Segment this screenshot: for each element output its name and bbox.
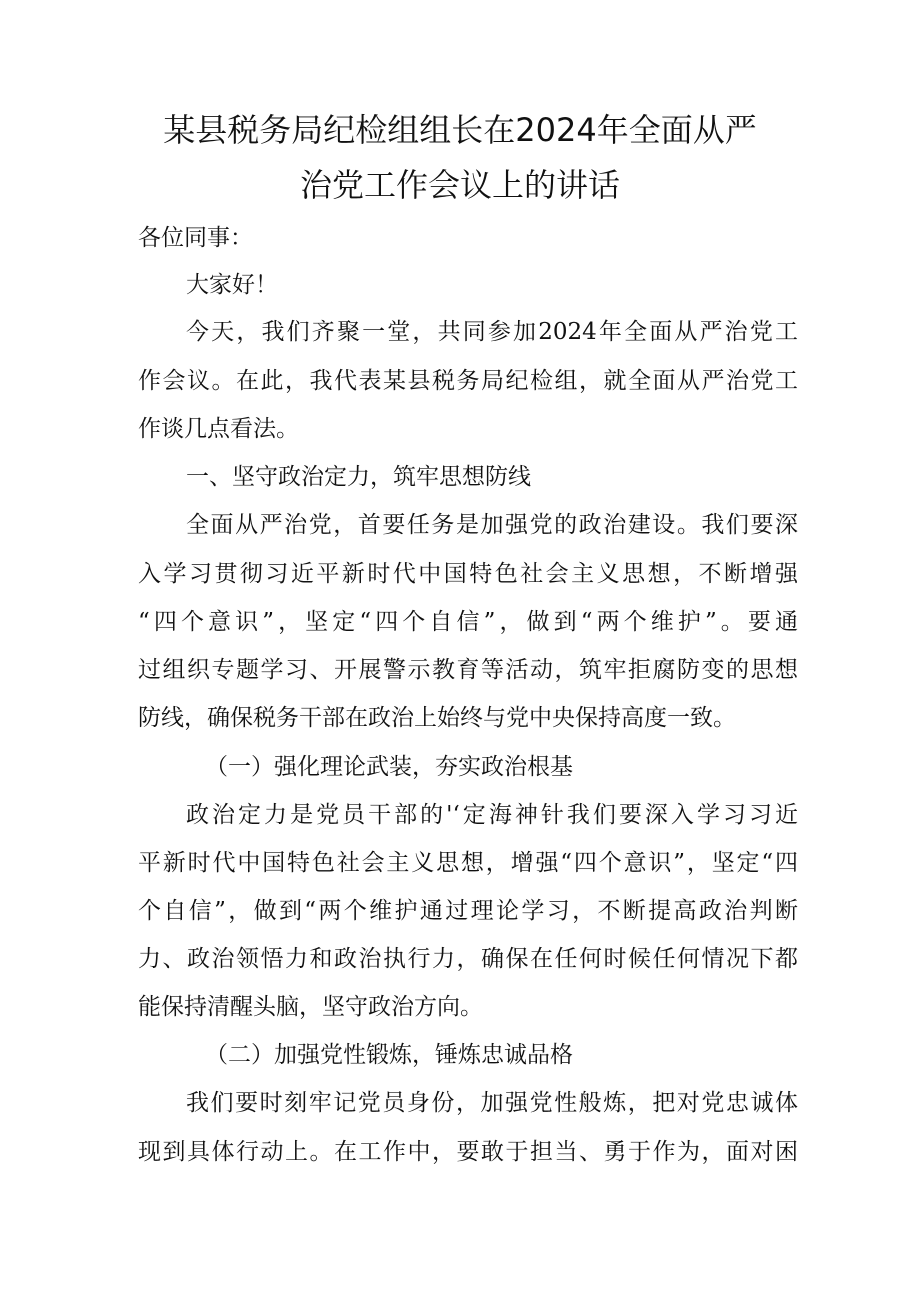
- paragraph-line: 作会议。在此，我代表某县税务局纪检组，就全面从严治党工: [138, 368, 798, 394]
- paragraph-line: 个自信”，做到“两个维护通过理论学习，不断提高政治判断: [138, 898, 798, 924]
- subsection-heading-1: （一）强化理论武装，夯实政治根基: [205, 754, 573, 780]
- paragraph-line: 入学习贯彻习近平新时代中国特色社会主义思想，不断增强: [138, 561, 798, 587]
- paragraph-line: 现到具体行动上。在工作中，要敢于担当、勇于作为，面对困: [138, 1139, 798, 1165]
- paragraph-line: 能保持清醒头脑，坚守政治方向。: [138, 994, 483, 1020]
- greeting: 大家好！: [186, 272, 278, 298]
- paragraph-line: 政治定力是党员干部的'‘定海神针我们要深入学习习近: [186, 802, 798, 828]
- paragraph-line: 防线，确保税务干部在政治上始终与党中央保持高度一致。: [138, 705, 736, 731]
- paragraph-line: 力、政治领悟力和政治执行力，确保在任何时候任何情况下都: [138, 946, 798, 972]
- document-title-line-2: 治党工作会议上的讲话: [299, 166, 620, 204]
- paragraph-line: 作谈几点看法。: [138, 416, 299, 442]
- section-heading-1: 一、坚守政治定力，筑牢思想防线: [186, 464, 531, 490]
- paragraph-line: 过组织专题学习、开展警示教育等活动，筑牢拒腐防变的思想: [138, 657, 798, 683]
- document-title-line-1: 某县税务局纪检组组长在2024年全面从严: [163, 111, 757, 149]
- salutation: 各位同事：: [138, 225, 253, 251]
- subsection-heading-2: （二）加强党性锻炼，锤炼忠诚品格: [205, 1042, 573, 1068]
- paragraph-line: 我们要时刻牢记党员身份，加强党性般炼，把对党忠诚体: [186, 1090, 798, 1116]
- paragraph-line: 平新时代中国特色社会主义思想，增强“四个意识”，坚定“四: [138, 850, 798, 876]
- paragraph-line: 今天，我们齐聚一堂，共同参加2024年全面从严治党工: [186, 319, 798, 345]
- paragraph-line: 全面从严治党，首要任务是加强党的政治建设。我们要深: [186, 512, 798, 538]
- paragraph-line: “四个意识”，坚定“四个自信”，做到“两个维护”。要通: [138, 609, 798, 635]
